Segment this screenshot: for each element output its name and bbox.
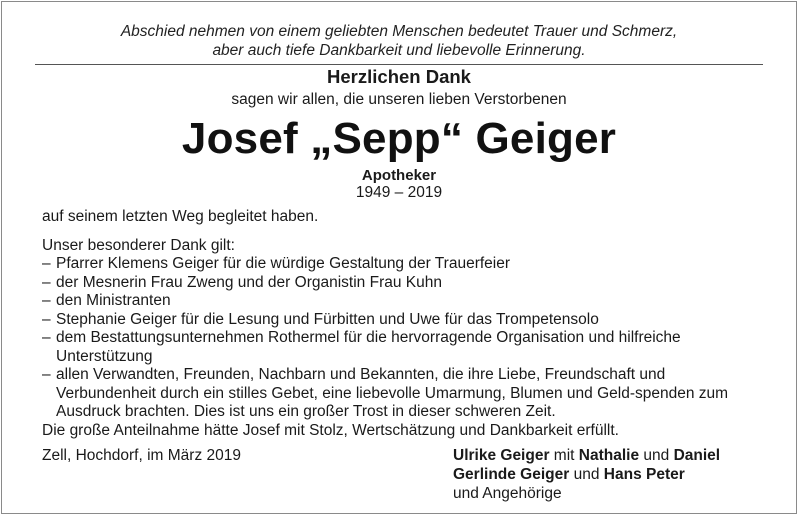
quote-line-2: aber auch tiefe Dankbarkeit und liebevolle Erinnerung. <box>212 42 586 59</box>
thanks-subtitle: sagen wir allen, die unseren lieben Verstorbenen <box>231 91 567 108</box>
list-item: – dem Bestattungsunternehmen Rothermel für die hervorragende Organisation und hilfreiche Unterstützung <box>42 329 756 366</box>
obituary-notice <box>1 1 797 514</box>
divider-line <box>35 64 763 65</box>
signature-connector: und <box>569 466 604 483</box>
list-item: – den Ministranten <box>42 292 756 311</box>
memorial-quote <box>2 22 796 60</box>
deceased-years: 1949 – 2019 <box>355 184 443 201</box>
deceased-profession: Apotheker <box>361 167 437 184</box>
intro-text: auf seinem letzten Weg begleitet haben. <box>42 208 319 225</box>
signature-name: Nathalie <box>578 447 640 464</box>
list-item: – der Mesnerin Frau Zweng und der Organistin Frau Kuhn <box>42 274 756 293</box>
signature-connector: und <box>639 447 674 464</box>
place-date: Zell, Hochdorf, im März 2019 <box>42 447 241 464</box>
thanks-title: Herzlichen Dank <box>327 66 471 87</box>
list-item: – Stephanie Geiger für die Lesung und Fürbitten und Uwe für das Trompetensolo <box>42 311 756 330</box>
signature-name: Gerlinde Geiger <box>453 466 570 483</box>
thanks-list <box>42 255 756 422</box>
signature-name: Daniel <box>673 447 721 464</box>
signatures <box>453 446 720 503</box>
quote-line-1: Abschied nehmen von einem geliebten Menschen bedeutet Trauer und Schmerz, <box>120 23 678 40</box>
deceased-name: Josef „Sepp“ Geiger <box>181 114 617 163</box>
signature-connector: mit <box>549 447 579 464</box>
signature-line-1 <box>453 446 720 465</box>
list-item: – Pfarrer Klemens Geiger für die würdige Gestaltung der Trauerfeier <box>42 255 756 274</box>
signature-name: Ulrike Geiger <box>453 447 550 464</box>
closing-text: Die große Anteilnahme hätte Josef mit Stolz, Wertschätzung und Dankbarkeit erfüllt. <box>42 421 619 439</box>
signature-line-3: und Angehörige <box>453 485 562 502</box>
signature-line-2 <box>453 465 720 484</box>
signature-name: Hans Peter <box>603 466 685 483</box>
list-item: – allen Verwandten, Freunden, Nachbarn und Bekannten, die ihre Liebe, Freundschaft und Verbundenheit durch ein stilles Gebet, eine liebevolle Umarmung, Blumen und Geld-spenden zum Ausdruck brachten. Dies ist uns ein großer Trost in dieser schweren Zeit. <box>42 366 756 422</box>
thanks-heading: Unser besonderer Dank gilt: <box>42 236 235 254</box>
notice-body <box>42 208 756 440</box>
